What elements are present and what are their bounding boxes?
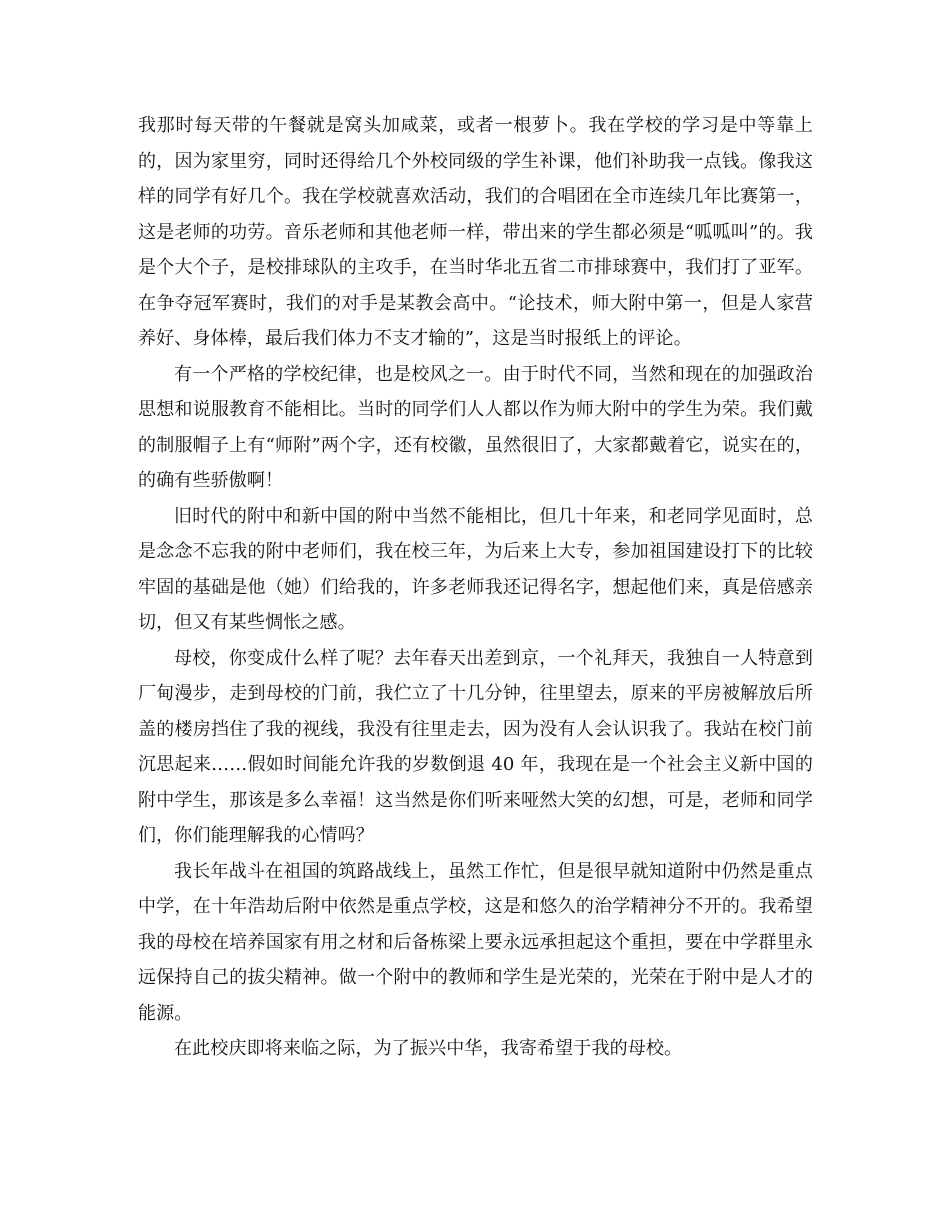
paragraph-3: 旧时代的附中和新中国的附中当然不能相比，但几十年来，和老同学见面时，总是念念不忘我的附中老师们，我在校三年，为后来上大专，参加祖国建设打下的比较牢固的基础是他（她）们给我的，许多老师我还记得名字，想起他们来，真是倍感亲切，但又有某些惆怅之感。 — [138, 505, 813, 633]
paragraph-6: 在此校庆即将来临之际，为了振兴中华，我寄希望于我的母校。 — [174, 1038, 683, 1059]
document-body — [138, 108, 813, 1067]
paragraph-1: 我那时每天带的午餐就是窝头加咸菜，或者一根萝卜。我在学校的学习是中等靠上的，因为家里穷，同时还得给几个外校同级的学生补课，他们补助我一点钱。像我这样的同学有好几个。我在学校就喜欢活动，我们的合唱团在全市连续几年比赛第一，这是老师的功劳。音乐老师和其他老师一样，带出来的学生都必须是“呱呱叫”的。我是个大个子，是校排球队的主攻手，在当时华北五省二市排球赛中，我们打了亚军。在争夺冠军赛时，我们的对手是某教会高中。“论技术，师大附中第一，但是人家营养好、身体棒，最后我们体力不支才输的”，这是当时报纸上的评论。 — [138, 115, 813, 349]
paragraph-5: 我长年战斗在祖国的筑路战线上，虽然工作忙，但是很早就知道附中仍然是重点中学，在十年浩劫后附中依然是重点学校，这是和悠久的治学精神分不开的。我希望我的母校在培养国家有用之材和后备栋梁上要永远承担起这个重担，要在中学群里永远保持自己的拔尖精神。做一个附中的教师和学生是光荣的，光荣在于附中是人才的能源。 — [138, 860, 813, 1024]
paragraph-2: 有一个严格的学校纪律，也是校风之一。由于时代不同，当然和现在的加强政治思想和说服教育不能相比。当时的同学们人人都以作为师大附中的学生为荣。我们戴的制服帽子上有“师附”两个字，还有校徽，虽然很旧了，大家都戴着它，说实在的，的确有些骄傲啊！ — [138, 363, 813, 491]
paragraph-4: 母校，你变成什么样了呢？去年春天出差到京，一个礼拜天，我独自一人特意到厂甸漫步，走到母校的门前，我伫立了十几分钟，往里望去，原来的平房被解放后所盖的楼房挡住了我的视线，我没有往里走去，因为没有人会认识我了。我站在校门前沉思起来……假如时间能允许我的岁数倒退 40 年，我现在是一个社会主义新中国的附中学生，那该是多么幸福！这当然是你们听来哑然大笑的幻想，可是，老师和同学们，你们能理解我的心情吗？ — [138, 647, 813, 846]
